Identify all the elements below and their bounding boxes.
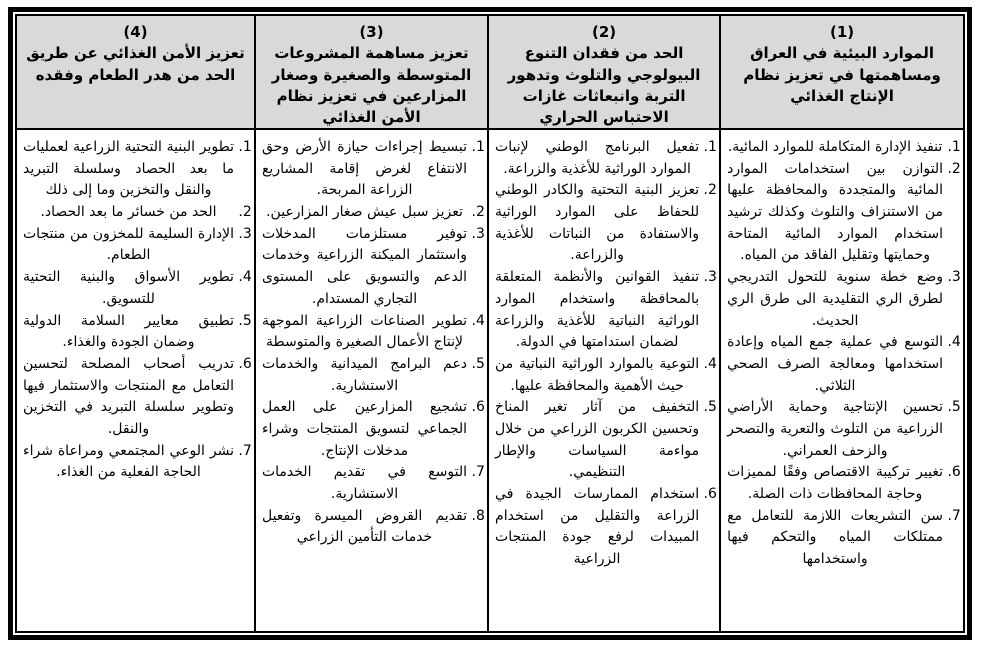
table-column-3 [254, 16, 487, 631]
column-4-header [17, 16, 254, 130]
column-4-body [17, 130, 254, 631]
list-item: 5. التخفيف من آثار تغير المناخ وتحسين الكربون الزراعي من خلال مواءمة السياسات والإطار التنظيمي. [495, 397, 699, 484]
list-item: 4. تطوير الأسواق والبنية التحتية للتسويق. [23, 267, 234, 310]
column-2-header [489, 16, 719, 130]
table-column-1 [719, 16, 963, 631]
list-item: 3. توفير مستلزمات المدخلات واستثمار الميكنة الزراعية وخدمات الدعم والتسويق على المستوى التجاري المستدام. [262, 224, 467, 311]
list-item: 3. وضع خطة سنوية للتحول التدريجي لطرق الري التقليدية الى طرق الري الحديث. [727, 267, 943, 332]
list-item: 5. تحسين الإنتاجية وحماية الأراضي الزراعية من التلوث والتعرية والتصحر والزحف العمراني. [727, 397, 943, 462]
list-item: 1. تبسيط إجراءات حيازة الأرض وحق الانتفاع لغرض إقامة المشاريع الزراعة المربحة. [262, 137, 467, 202]
list-item: 2. التوازن بين استخدامات الموارد المائية والمتجددة والمحافظة عليها من الاستنزاف والتلوث وكذلك ترشيد استخدام الموارد المائية المتاحة وحمايتها وتقليل الفاقد من المياه. [727, 159, 943, 267]
column-4-title: تعزيز الأمن الغذائي عن طريق الحد من هدر الطعام وفقده [26, 44, 245, 84]
list-item: 6. تدريب أصحاب المصلحة لتحسين التعامل مع المنتجات والاستثمار فيها وتطوير سلسلة التبريد في التخزين والنقل. [23, 354, 234, 441]
list-item: 6. تغيير تركيبة الاقتصاص وفقًا لمميزات وحاجة المحافظات ذات الصلة. [727, 462, 943, 505]
column-4-number: (4) [123, 23, 148, 41]
list-item: 6. استخدام الممارسات الجيدة في الزراعة والتقليل من استخدام المبيدات لرفع جودة المنتجات الزراعية [495, 484, 699, 571]
list-item: 1. تفعيل البرنامج الوطني لإنبات الموارد الوراثية للأغذية والزراعة. [495, 137, 699, 180]
column-3-header [256, 16, 487, 130]
column-1-title: الموارد البيئية في العراق ومساهمتها في تعزيز نظام الإنتاج الغذائي [743, 44, 941, 105]
list-item: 2. تعزيز سبل عيش صغار المزارعين. [262, 202, 467, 224]
column-3-title: تعزيز مساهمة المشروعات المتوسطة والصغيرة وصغار المزارعين في تعزيز نظام الأمن الغذائي [271, 44, 472, 127]
column-2-list [494, 137, 716, 571]
table-column-4 [17, 16, 254, 631]
column-3-number: (3) [359, 23, 384, 41]
list-item: 1. تطوير البنية التحتية الزراعية لعمليات ما بعد الحصاد وسلسلة التبريد والنقل والتخزين وما إلى ذلك [23, 137, 234, 202]
column-1-body [721, 130, 963, 631]
list-item: 7. سن التشريعات اللازمة للتعامل مع ممتلكات المياه والتحكم فيها واستخدامها [727, 506, 943, 571]
list-item: 7. التوسع في تقديم الخدمات الاستشارية. [262, 462, 467, 505]
column-1-list [726, 137, 960, 571]
list-item: 8. تقديم القروض الميسرة وتفعيل خدمات التأمين الزراعي [262, 506, 467, 549]
list-item: 3. تنفيذ القوانين والأنظمة المتعلقة بالمحافظة واستخدام الموارد الوراثية النباتية للأغذية والزراعة لضمان استدامتها في الدولة. [495, 267, 699, 354]
list-item: 6. تشجيع المزارعين على العمل الجماعي لتسويق المنتجات وشراء مدخلات الإنتاج. [262, 397, 467, 462]
list-item: 5. دعم البرامج الميدانية والخدمات الاستشارية. [262, 354, 467, 397]
column-3-list [261, 137, 484, 549]
document-table-frame [8, 7, 972, 640]
list-item: 7. نشر الوعي المجتمعي ومراعاة شراء الحاجة الفعلية من الغذاء. [23, 441, 234, 484]
list-item: 1. تنفيذ الإدارة المتكاملة للموارد المائية. [727, 137, 943, 159]
column-4-list [22, 137, 251, 484]
column-2-body [489, 130, 719, 631]
list-item: 3. الإدارة السليمة للمخزون من منتجات الطعام. [23, 224, 234, 267]
list-item: 4. التوسع في عملية جمع المياه وإعادة استخدامها ومعالجة الصرف الصحي الثلاثي. [727, 332, 943, 397]
list-item: 4. التوعية بالموارد الوراثية النباتية من حيث الأهمية والمحافظة عليها. [495, 354, 699, 397]
list-item: 2. تعزيز البنية التحتية والكادر الوطني للحفاظ على الموارد الوراثية والاستفادة من النباتات للأغذية والزراعة. [495, 180, 699, 267]
column-2-title: الحد من فقدان التنوع البيولوجي والتلوث وتدهور التربة وانبعاثات غازات الاحتباس الحراري [507, 44, 701, 127]
list-item: 2. الحد من خسائر ما بعد الحصاد. [23, 202, 234, 224]
food-security-pillars-table [15, 14, 965, 633]
table-column-2 [487, 16, 719, 631]
column-2-number: (2) [591, 23, 617, 41]
column-3-body [256, 130, 487, 631]
list-item: 5. تطبيق معايير السلامة الدولية وضمان الجودة والغذاء. [23, 311, 234, 354]
column-1-number: (1) [829, 23, 855, 41]
list-item: 4. تطوير الصناعات الزراعية الموجهة لإنتاج الأعمال الصغيرة والمتوسطة [262, 311, 467, 354]
column-1-header [721, 16, 963, 130]
